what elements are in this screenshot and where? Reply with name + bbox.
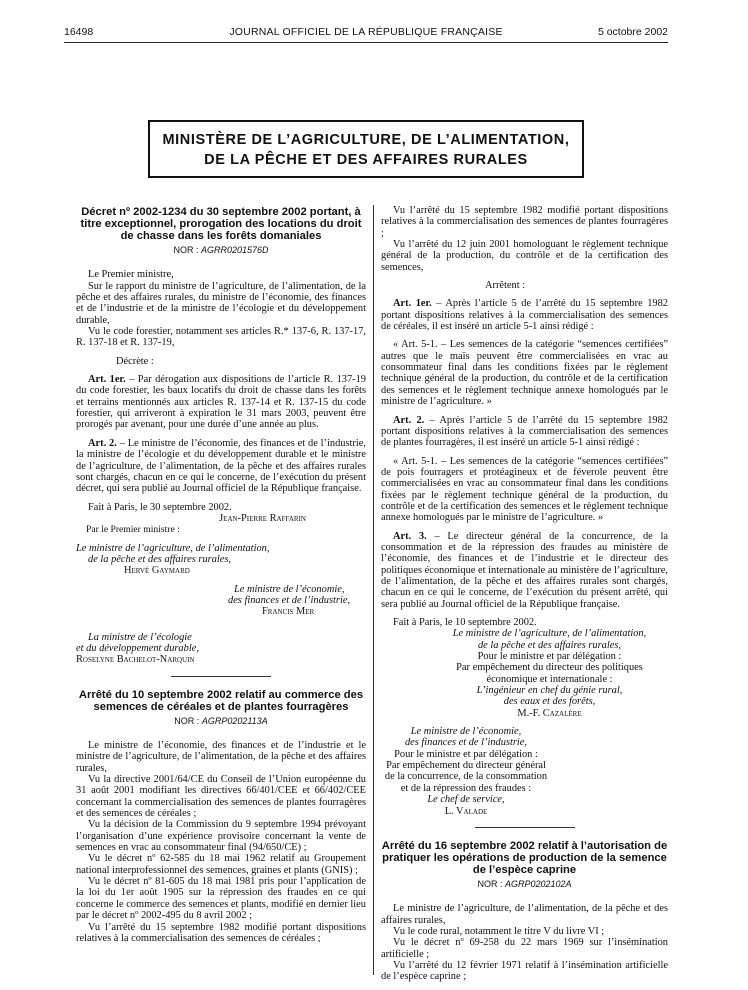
decree-title: Décret nº 2002-1234 du 30 septembre 2002 portant, à titre exceptionnel, prorogation des locations du droit de chasse dans les forêts domaniales [80,206,362,242]
valade-signature: L. Valade [444,805,488,817]
decree-p2: Sur le rapport du ministre de l’agriculture, de l’alimentation, de la pêche et des affaires rurales, du ministre de l’économie, des finances et de l’industrie et de la ministre de l’écologie et du développement durable, [76,280,366,326]
arrete1-nor: NOR : AGRP0202113A [174,715,268,726]
issue-date: 5 octobre 2002 [597,26,668,38]
arrete1-p2: Vu la directive 2001/64/CE du Conseil de l’Union européenne du 31 août 2001 modifiant les directives 66/401/CEE et 66/402/CEE concernant la commercialisation des semences de plantes fourragères et des semences de céréales ; [76,774,366,820]
eco-title-1: Le ministre de l’économie, [234,583,345,595]
pm-par: Par le Premier ministre : [86,524,180,536]
arrete1-art3: Art. 3. – Le directeur général de la concurrence, de la consommation et de la répression des fraudes au ministère de l’économie, des finances et de l’industrie et le directeur des politiques économique et internationale au ministère de l’agriculture, de l’alimentation, de la pêche et des affaires rurales sont chargés, chacun en ce qui le concerne, de l’exécution du présent arrêté, qui sera publié au Journal officiel de la République française. [381,530,668,610]
arrete1-p7: Vu l’arrêté du 15 septembre 1982 modifié portant dispositions relatives à la commercialisation des semences de plantes fourragères ; [381,205,668,239]
arrete1-p1: Le ministre de l’économie, des finances et de l’industrie et le ministre de l’agriculture, de l’alimentation, de la pêche et des affaires rurales, [76,740,366,774]
ministry-line-2: DE LA PÊCHE ET DES AFFAIRES RURALES [204,152,528,168]
agri-signature-block: Le ministre de l’agriculture, de l’alimentation, de la pêche et des affaires rurales, Pour le ministre et par délégation : Par empêchement du directeur des politiques économique et internationale : L’ingénieur en chef du génie rural, des eaux et des forêts, M.-F. Cazalère [381,628,668,719]
journal-title: JOURNAL OFFICIEL DE LA RÉPUBLIQUE FRANÇAISE [229,26,503,38]
eco-signature-block: Le ministre de l’économie, des finances et de l’industrie, Pour le ministre et par délégation : Par empêchement du directeur général de la concurrence, de la consommation et de la répression des fraudes : Le chef de service, L. Valade [381,726,551,817]
arrete2-p4: Vu l’arrêté du 12 février 1971 relatif à l’insémination artificielle de l’espèce caprine ; [381,959,668,983]
arrete1-arretent: Arrêtent : [485,280,526,292]
decree-p1: Le Premier ministre, [88,269,174,281]
left-column [76,206,366,944]
arrete1-p8: Vu l’arrêté du 12 juin 2001 homologuant le règlement technique général de la production, du contrôle et de la certification des semences, [381,239,668,273]
arrete2-nor: NOR : AGRP0202102A [477,878,572,889]
arrete1-p3: Vu la décision de la Commission du 9 septembre 1994 prévoyant l’organisation d’une expérience provisoire concernant la vente de semences en vrac au consommateur final (94/650/CE) ; [76,819,366,854]
arrete1-title: Arrêté du 10 septembre 2002 relatif au commerce des semences de céréales et de plantes fourragères [78,688,364,713]
arrete2-p2: Vu le code rural, notamment le titre V du livre VI ; [393,925,605,937]
ecologie-title-1: La ministre de l’écologie [88,631,192,643]
arrete1-art1: Art. 1er. – Après l’article 5 de l’arrêté du 15 septembre 1982 portant dispositions relatives à la commercialisation des semences de céréales, il est inséré un article 5-1 ainsi rédigé : [381,298,668,333]
arrete1-art2-quote: « Art. 5-1. – Les semences de la catégorie “semences certifiées” de pois fourragers et protéagineux et de féverole peuvent être commercialisées en vrac au consommateur final dans les conditions fixées par le règlement technique général de la production, du contrôle et de la certification des semences et le règlement technique annexe homologués par le ministre de l’agriculture. » [381,455,668,524]
decree-art2: Art. 2. – Le ministre de l’économie, des finances et de l’industrie, la ministre de l’écologie et du développement durable et le ministre de l’agriculture, de l’alimentation, de la pêche et des affaires rurales sont chargés, chacun en ce qui le concerne, de l’exécution du présent décret, qui sera publié au Journal officiel de la République française. [76,437,366,495]
eco-title-2: des finances et de l’industrie, [228,594,351,606]
arrete1-art1-quote: « Art. 5-1. – Les semences de la catégorie “semences certifiées” autres que le maïs peuvent être commercialisées en vrac au consommateur final dans les conditions fixées par le règlement technique général de la production, du contrôle et de la certification des semences et le règlement technique annexe homologués par le ministre de l’agriculture. » [381,339,668,408]
header-rule [64,42,668,43]
agri-title-2: de la pêche et des affaires rurales, [88,553,232,565]
ministry-line-1: MINISTÈRE DE L’AGRICULTURE, DE L’ALIMENTATION, [162,132,570,148]
arrete2-p3: Vu le décret nº 69-258 du 22 mars 1969 sur l’insémination artificielle ; [381,937,668,960]
section-divider-2 [475,827,575,828]
arrete1-p6: Vu l’arrêté du 15 septembre 1982 modifié portant dispositions relatives à la commercialisation des semences de céréales ; [76,921,366,944]
arrete2-p1: Le ministre de l’agriculture, de l’alimentation, de la pêche et des affaires rurales, [381,903,668,926]
arrete1-p4: Vu le décret nº 62-585 du 18 mai 1962 relatif au Groupement national interprofessionnel des semences, graines et plants (GNIS) ; [76,853,366,876]
pm-signature: Jean-Pierre Raffarin [219,512,306,524]
page-number: 16498 [64,26,94,38]
decree-fait: Fait à Paris, le 30 septembre 2002. [88,501,232,513]
arrete1-p5: Vu le décret nº 81-605 du 18 mai 1981 pris pour l’application de la loi du 1er août 1905 sur la répression des fraudes en ce qui concerne le commerce des semences et plants, modifié en dernier lieu par le décret nº 2002-495 du 8 avril 2002 ; [76,876,366,922]
column-divider [373,205,374,975]
ecologie-signature: Roselyne Bachelot-Narquin [76,654,195,666]
section-divider [171,676,271,677]
arrete1-fait: Fait à Paris, le 10 septembre 2002. [393,617,537,628]
agri-title-1: Le ministre de l’agriculture, de l’alimentation, [76,542,270,554]
arrete1-art2: Art. 2. – Après l’article 5 de l’arrêté du 15 septembre 1982 portant dispositions relatives à la commercialisation des semences de plantes fourragères, il est inséré un article 5-1 ainsi rédigé : [381,414,668,449]
cazalere-signature: M.-F. Cazalère [517,707,582,719]
right-column [381,205,668,983]
ecologie-title-2: et du développement durable, [76,642,199,654]
decree-art1: Art. 1er. – Par dérogation aux dispositions de l’article R. 137-19 du code forestier, les baux locatifs du droit de chasse dans les forêts et terrains mentionnés aux articles R. 137-14 et R. 137-15 du code forestier, qui arriveront à expiration le 31 mars 2003, peuvent être prorogés par avenant, pour une durée d’une année au plus. [76,374,367,431]
agri-signature: Hervé Gaymard [124,565,190,577]
decree-nor: NOR : AGRR0201576D [173,245,269,255]
arrete2-title: Arrêté du 16 septembre 2002 relatif à l’autorisation de pratiquer les opérations de production de la semence de l’espèce caprine [381,839,668,876]
page-header [64,26,668,40]
ministry-box [148,120,584,178]
decree-decrete: Décrète : [116,355,154,367]
decree-p3: Vu le code forestier, notamment ses articles R.* 137-6, R. 137-17, R. 137-18 et R. 137-19, [76,326,366,349]
eco-signature: Francis Mer [262,606,315,618]
